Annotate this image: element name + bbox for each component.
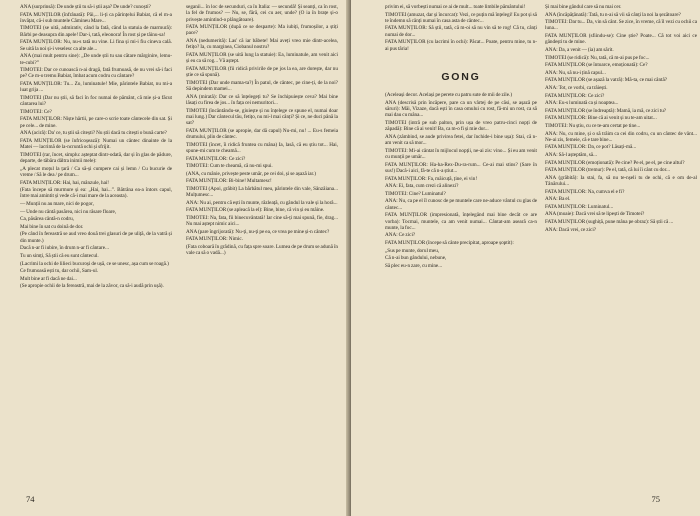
paragraph: ANA (descrisă prin încăpere, pare ca un vârtej de pe căsi, se așază pe săruri): Măi, Vizaze, dacă ești în casa omului cu rost, fă-mi un rost, ca să mai dau cu mâna... <box>385 99 537 119</box>
paragraph: ANA (încăpățânată): Tată, tu n-ai să vii să cânți la noi la șezătoare? <box>545 11 681 18</box>
paragraph: FATA MUNȚILOR (sfiindu-se): Cine știe? Poate... Că tot voi aici ce gândești tu de mine. <box>545 33 697 46</box>
paragraph: FATA MUNȚILOR (fii ridică privirile de pe jos la ea, are dorește, dar nu știe ce să spună). <box>186 65 338 79</box>
paragraph: FATA MUNȚILOR: Luminatul... <box>545 203 614 210</box>
paragraph: ANA (nedumerită): Las' că iar băbete! Mai aveți vreo mie dintr-acelea, fetițo? Ia, cu marginea, Ciobanul nostru? <box>186 38 338 51</box>
paragraph: FATA MUNȚILOR: Fa, măicuță, ține, ei vin! <box>385 175 478 182</box>
paragraph: FATA MUNȚILOR (înfrânată): Păi,... li-ți ca părințelui Babiat, că el m-a învățat, că-i sub muntele Câmineu Mare... <box>20 11 172 24</box>
paragraph: Mult bine ar fi dacă ne dai... <box>20 275 77 282</box>
paragraph: FATA MUNȚILOR: Da, ce pot? Lăsați-mă... <box>545 144 637 151</box>
paragraph: ANA: Nu, să nu-i țină capul... <box>545 69 606 76</box>
paragraph: FATA MUNȚILOR (după ce se desparte): Ma iubiți, frumoșilor, a știți pace? <box>186 24 338 37</box>
paragraph: FATA MUNȚILOR: Nimic. <box>186 236 243 243</box>
paragraph: TIMOTEI: Cine? Luminatul? <box>385 190 446 197</box>
paragraph: FATA MUNȚILOR (se apleacă la el): Bine, bine, că vin și eu mâine. <box>186 207 325 214</box>
right-page-column-2 <box>545 4 697 482</box>
paragraph: ANA (aciră): Da' ce, tu știi să citești? Nu știi dacă tu citești o bună carte? <box>20 130 167 137</box>
paragraph: Ca, păsărea cântă-n codru, <box>20 216 74 223</box>
paragraph: ANA: Să-l așteptăm, să... <box>545 151 597 158</box>
paragraph: ANA: Ba el. <box>545 196 571 203</box>
paragraph: „A plecat moțul la țară / Ca să-și cumpere cai și lemn / Cu bucurie de vreme / Să le dea / pe drum... <box>20 165 172 178</box>
paragraph: TIMOTEI: Mi-ai cântat în mijlocul nopții, ne-ai zis: vino... Și eu am venit cu munții pe umăr... <box>385 147 537 161</box>
paragraph: ANA: Tot, ce vorbi, ca trăiești. <box>545 84 608 91</box>
paragraph: FATA MUNȚILOR (se uită lung la statuie): Ea, luminatule, am venit aici și eu ca să rog... Vă aștept. <box>186 51 338 65</box>
left-page-number: 74 <box>26 494 35 504</box>
paragraph: TIMOTEI: Cum te cheamă, că nu-mi spui. <box>186 163 273 170</box>
paragraph: TIMOTEI (Dar nu știi, să faci în foc numai de pământ, că mie și-a făcut cântarea lui? <box>20 94 172 108</box>
paragraph: Tu un simți, Să știi că eu sunt cântecul. <box>20 252 99 259</box>
paragraph: FATA MUNȚILOR: Hai, hai, mânzule, hai! <box>20 179 110 186</box>
paragraph: ANA: Da, a venit — (ia) am sărit. <box>545 46 614 53</box>
paragraph: FATA MUNȚILOR: Bine că ai venit și nu te-am uitat... <box>545 115 657 122</box>
paragraph: FATA MUNȚILOR: Tu... Zo, luminatule! Mie, părintele Babiat, nu mi-a luat grija ... <box>20 81 172 94</box>
paragraph: ANA: Nu ai, pentru că ești în munte, răzleață, cu gândul la vale și la horă... <box>186 199 338 206</box>
paragraph: FATA MUNȚILOR (se așază la vatră): Mă-ta, ce mai cântă? <box>545 77 668 84</box>
paragraph: TIMOTEI: Ce? <box>20 108 52 115</box>
paragraph: TIMOTEI (încântându-se, giuiește și nu înțelege ce spune el, numai doar mai lung.) Dar cântecul tău, fetițo, nu mi-l mai cânți? Și ce, ne duci până la sat? <box>186 107 338 127</box>
paragraph: Să plec eu-n zare, cu mine... <box>385 262 443 269</box>
paragraph: — Munții nu au mare, nici de pogor, <box>20 201 94 208</box>
paragraph: FATA MUNȚILOR (se întoarce, emoționată): Ce? <box>545 62 648 69</box>
paragraph: FATA MUNȚILOR: Nu, nu-s tată nu vine. Li fina și mi-i fiu cineva cală. Se uită la noi și-i veselesc ca alte ale... <box>20 39 172 52</box>
paragraph: TIMOTEI (amuzat, dar și încurcat): Vezi, ce puțin mă înțelegi! Eu pot și să te îndemn să cânți numai în casa asta de cântec... <box>385 11 537 24</box>
paragraph: „Sus pe munte, dorul meu, <box>385 247 440 254</box>
paragraph: privim ei, să vorbești numai ce ai de mult... toate limbile pământului! <box>385 4 526 10</box>
paragraph: FATA MUNȚILOR (cu lacrimi în ochi): Păcat... Poate, pentru mine, tu n-ai pus tăria! <box>385 39 537 52</box>
paragraph: FATA MUNȚILOR (se apropie, dar dă capul) Nu-mi, nu! ... Eu-s femeia drumului, plin de cântec. <box>186 127 338 141</box>
paragraph: ANA: Eu-s luminată ca și noaptea... <box>545 100 619 107</box>
paragraph: FATA MUNȚILOR (impresionată, înțelegând mai bine decât ce are vorba): Tocmai, muntele, ca am venit numai... Cântat-am aseară ca-n munte, la foc... <box>385 212 537 231</box>
left-page-column-1 <box>20 4 172 482</box>
paragraph: FATA MUNȚILOR (începe să cânte precipitat, aproape șoptit): <box>385 240 514 247</box>
paragraph: FATA MUNȚILOR (emoționată): Pe cine? Pe el, pe el, pe cine altul? <box>545 159 685 166</box>
paragraph: ANA (mai mult pentru sine): „De unde știi tu sau cătare mărginire, lemu-te-cubi?” <box>20 53 172 66</box>
scene-heading: GONG <box>441 70 481 83</box>
paragraph: FATA MUNȚILOR (tremur): Pe el, tată, că lui îi cânt cu dor... <box>545 167 670 174</box>
right-page-number: 75 <box>651 494 660 504</box>
paragraph: FATA MUNȚILOR (se îndreaptă): Mamă, ia mă, ce zici tu? <box>545 107 667 114</box>
paragraph: TIMOTEI (încet, îi ridică fruntea cu mâna) Ia, lasă, că eu știu tot... Hai, spune-mi cum te cheamă... <box>186 141 338 154</box>
paragraph: ANA: Dacă vrei, ce zici? <box>545 226 597 233</box>
paragraph: ANA (mirată): Dar ce să înțelegeți tu? Se închipuiește ceva? Mai bine lăsați cu firea de jos... în fața cei nemuritori... <box>186 93 338 106</box>
paragraph: (ANA, cu mânie, privește peste umăr, pe cei doi, și se așază iar.) <box>186 170 317 177</box>
paragraph: ANA (grăbită): Ia stai, fa, să nu te-nșeli tu de ochi, că e om de-al Tânărului... <box>545 174 697 188</box>
paragraph: — Unde nu cântă pasărea, nici nu răsare floare, <box>20 208 117 215</box>
paragraph: TIMOTEI: Nu știu, cu ce te-am certat pe tine... <box>545 122 641 129</box>
paragraph: TIMOTEI: Dar tu... Da, vin să cânt. Se zice, în vreme, că îl vezi cu ochii ca luna... <box>545 19 697 32</box>
paragraph: ANA: Ce zici? <box>385 232 416 239</box>
paragraph: TIMOTEI (rar, încet, simplu: așteptat dintr-odată, dar și în glas de pădure, departe, de tăbăra dâltra inimii mele): <box>20 151 172 165</box>
paragraph: Mai bine în sat cu doină de dor. <box>20 223 84 230</box>
paragraph: ANA (zâmbind, se aude privirea fetei, dar închide-i bine ușa): Stai, că n-am venit ca să mor... <box>385 133 537 147</box>
paragraph: ANA: Nu, cu mine, și o să trăim ca cei din codru, cu un cântec de vânt... Ne-ai zis, femeie, că e tare bine... <box>545 130 697 143</box>
left-page-column-2 <box>186 4 338 482</box>
paragraph: (Fata începe să murmure și ea: „Hai, hai...”. Bătrâna ea-a întors capul, între mai amintit și vede că-i mai mare de la aceasta). <box>20 187 172 200</box>
paragraph: FATA MUNȚILOR: Ce zici? <box>186 155 246 162</box>
paragraph: (Se apropie ochii de la fereastră, mai de la zăvor, ca să-i audă prin ușă). <box>20 283 164 290</box>
paragraph: TIMOTEI: Na, fata, fii binecuvântată! Iar cine să-ți mai spună, fie, drag... Nu mai aștept nimic aici... <box>186 214 338 228</box>
paragraph: Că n-ai bun gândului, nebune, <box>385 255 447 262</box>
paragraph: Ce frumoasă ești tu, dar ochii, Sam-ul. <box>20 268 99 275</box>
paragraph: TIMOTEI (Dar unde mama-ta?) În patul, de cântec, pe cine-ți, de la noi? Să depindem mamei... <box>186 79 338 93</box>
paragraph: FATA MUNȚILOR: Niște hârtii, pe care-o scrie toate cântecele din sat. Și pe cele... de mine. <box>20 116 172 129</box>
paragraph: TIMOTEI (se ridică): Nu, tată, că m-ai pus pe foc... <box>545 54 650 61</box>
paragraph: (Aceleași decor. Același pe perete cu patru sute de mii de zile.) <box>385 92 513 99</box>
paragraph: FATA MUNȚILOR: Na, cumva el e fi? <box>545 188 625 195</box>
right-page <box>351 0 700 516</box>
left-page <box>0 0 349 516</box>
paragraph: Și mai bine gândul care să nu mai cer. <box>545 4 622 10</box>
paragraph: FATA MUNȚILOR (se înfricoșează): Numai un cântec dinainte de la Matei — lacrimă de la-ncruntă ochi și sfrijit. <box>20 137 172 151</box>
paragraph: TIMOTEI (se uită, admirativ, când la fată, când la statuia de marmură): Bărbi pe deasupra din apele! Dar-i, tată, eleonora! În rost și pe tăinu-sa! <box>20 25 172 38</box>
paragraph: Dacă n-ar fi iubire, în drum n-ar fi cântare... <box>20 245 109 252</box>
paragraph: ANA (surprinsă): De unde știi tu să-i știi așa? De unde? cunoști? <box>20 4 151 10</box>
paragraph: FATA MUNȚILOR (sughiță, pune mâna pe obraz): Să știi că ... <box>545 219 674 226</box>
right-page-column-1 <box>385 4 537 482</box>
paragraph: TIMOTEI (intră pe sub palton, prin ușa de vreo patru-cinci nopți de zăpadă): Bine că ai venit! Ba, ca m-o fi și mie dor... <box>385 120 537 133</box>
paragraph: seganii... în loc de secunduri, ca în Italia: — secundă! Și seanți, ca în rost, la fel de frumos? — Nu, se, fără, cei cu aer, unde? (O ia în brațe și-o privește amintind-o plângătoare). <box>186 4 338 23</box>
paragraph: (Pe când în fereastră se aud vreo două trei glasuri de pe uliță, de la vatră și din munte.) <box>20 231 172 244</box>
paragraph: (Lacrimi la ochi de lilieci bucuroși de ușă, ce se unesc, așa cum se roagă.) <box>20 260 169 267</box>
paragraph: ANA (moaie): Dacă vrei să te lipești de Timotei? <box>545 211 645 218</box>
paragraph: (Fata coboară în grădină, cu fața spre soare. Lumea de pe drum se adună în vale ca să o vadă...) <box>186 244 338 257</box>
paragraph: FATA MUNȚILOR: Ha-ha-Rex-Du-ra-rum... Ce-ai mai stins? (Sare în sus!) Dacă-i aici, fă-te că n-a știut... <box>385 161 537 175</box>
paragraph: ANA: Ei, fata, cum crezi că alinezi? <box>385 183 459 190</box>
paragraph: TIMOTEI (Apoi, grăbit) La bărbătul meu, părintele din vale, Sânzâiana... Mulțumesc... <box>186 185 338 199</box>
paragraph: ANA: Nu, ca pe el îl cunosc de pe muntele care ne-aduce vântul cu glas de cântec... <box>385 198 537 211</box>
paragraph: ANA (pare îngrijorată): Nu-ți, nu-ți pe ea, ce vrea pe mine și-n cântec? <box>186 228 330 235</box>
paragraph: FATA MUNȚILOR: Ce zici? <box>545 92 605 99</box>
paragraph: TIMOTEI: Dar ce cunoască n-ai dragă, fată frumoasă, de nu vrei să-i faci pe? Ce m-o tremu Babiat, îmbat acum codru cu cântare? <box>20 67 172 80</box>
paragraph: FATA MUNȚILOR: Să știi, tată, că m-oi să nu vin să te rog! Că tu, cânți numai de dor... <box>385 25 537 38</box>
paragraph: FATA MUNȚILOR: Bi-bine! Multamesc! <box>186 178 272 185</box>
